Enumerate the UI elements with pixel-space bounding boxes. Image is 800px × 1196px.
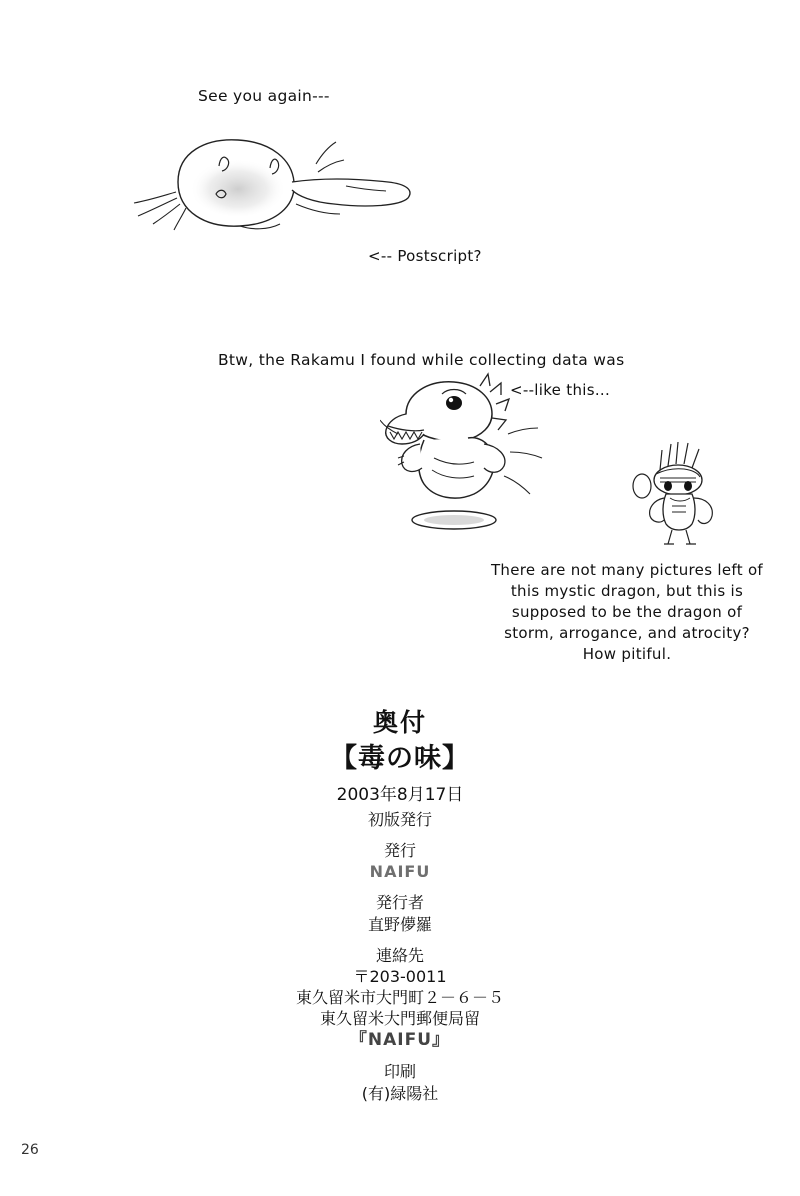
colophon-publisher-label: 発行 [383,841,416,861]
colophon-author-label: 発行者 [375,893,424,913]
colophon-edition: 初版発行 [367,810,432,830]
colophon-date: 2003年8月17日 [336,784,464,805]
colophon-title: 【毒の味】 [330,743,470,774]
sleeping-creature-sketch [120,120,440,260]
rakamu-dragon-sketch [380,368,560,543]
colophon-postal-code: 〒203-0011 [353,966,447,986]
colophon-print-label: 印刷 [383,1062,416,1082]
colophon-block [0,706,800,1104]
colophon-address-brand: 『NAIFU』 [349,1030,451,1051]
colophon-publisher-name: NAIFU [369,862,431,882]
colophon-address-line-1: 東久留米市大門町２－６－５ [295,987,504,1007]
small-imp-sketch [620,440,740,550]
colophon-print-company: (有)緑陽社 [361,1083,439,1103]
caption-mystic-dragon-note: There are not many pictures left of this mystic dragon, but this is supposed to be the dragon of storm, arrogance, and atrocity? How pitiful. [490,561,764,663]
colophon-heading: 奥付 [372,708,427,737]
caption-like-this: <--like this... [510,381,611,399]
caption-postscript: <-- Postscript? [368,247,482,265]
colophon-address-line-2: 東久留米大門郵便局留 [319,1008,480,1028]
caption-btw-rakamu: Btw, the Rakamu I found while collecting data was [218,351,625,369]
colophon-contact-label: 連絡先 [375,945,424,965]
caption-see-you-again: See you again--- [198,87,330,105]
colophon-author-name: 直野儚羅 [367,914,432,934]
page-number: 26 [21,1142,39,1158]
